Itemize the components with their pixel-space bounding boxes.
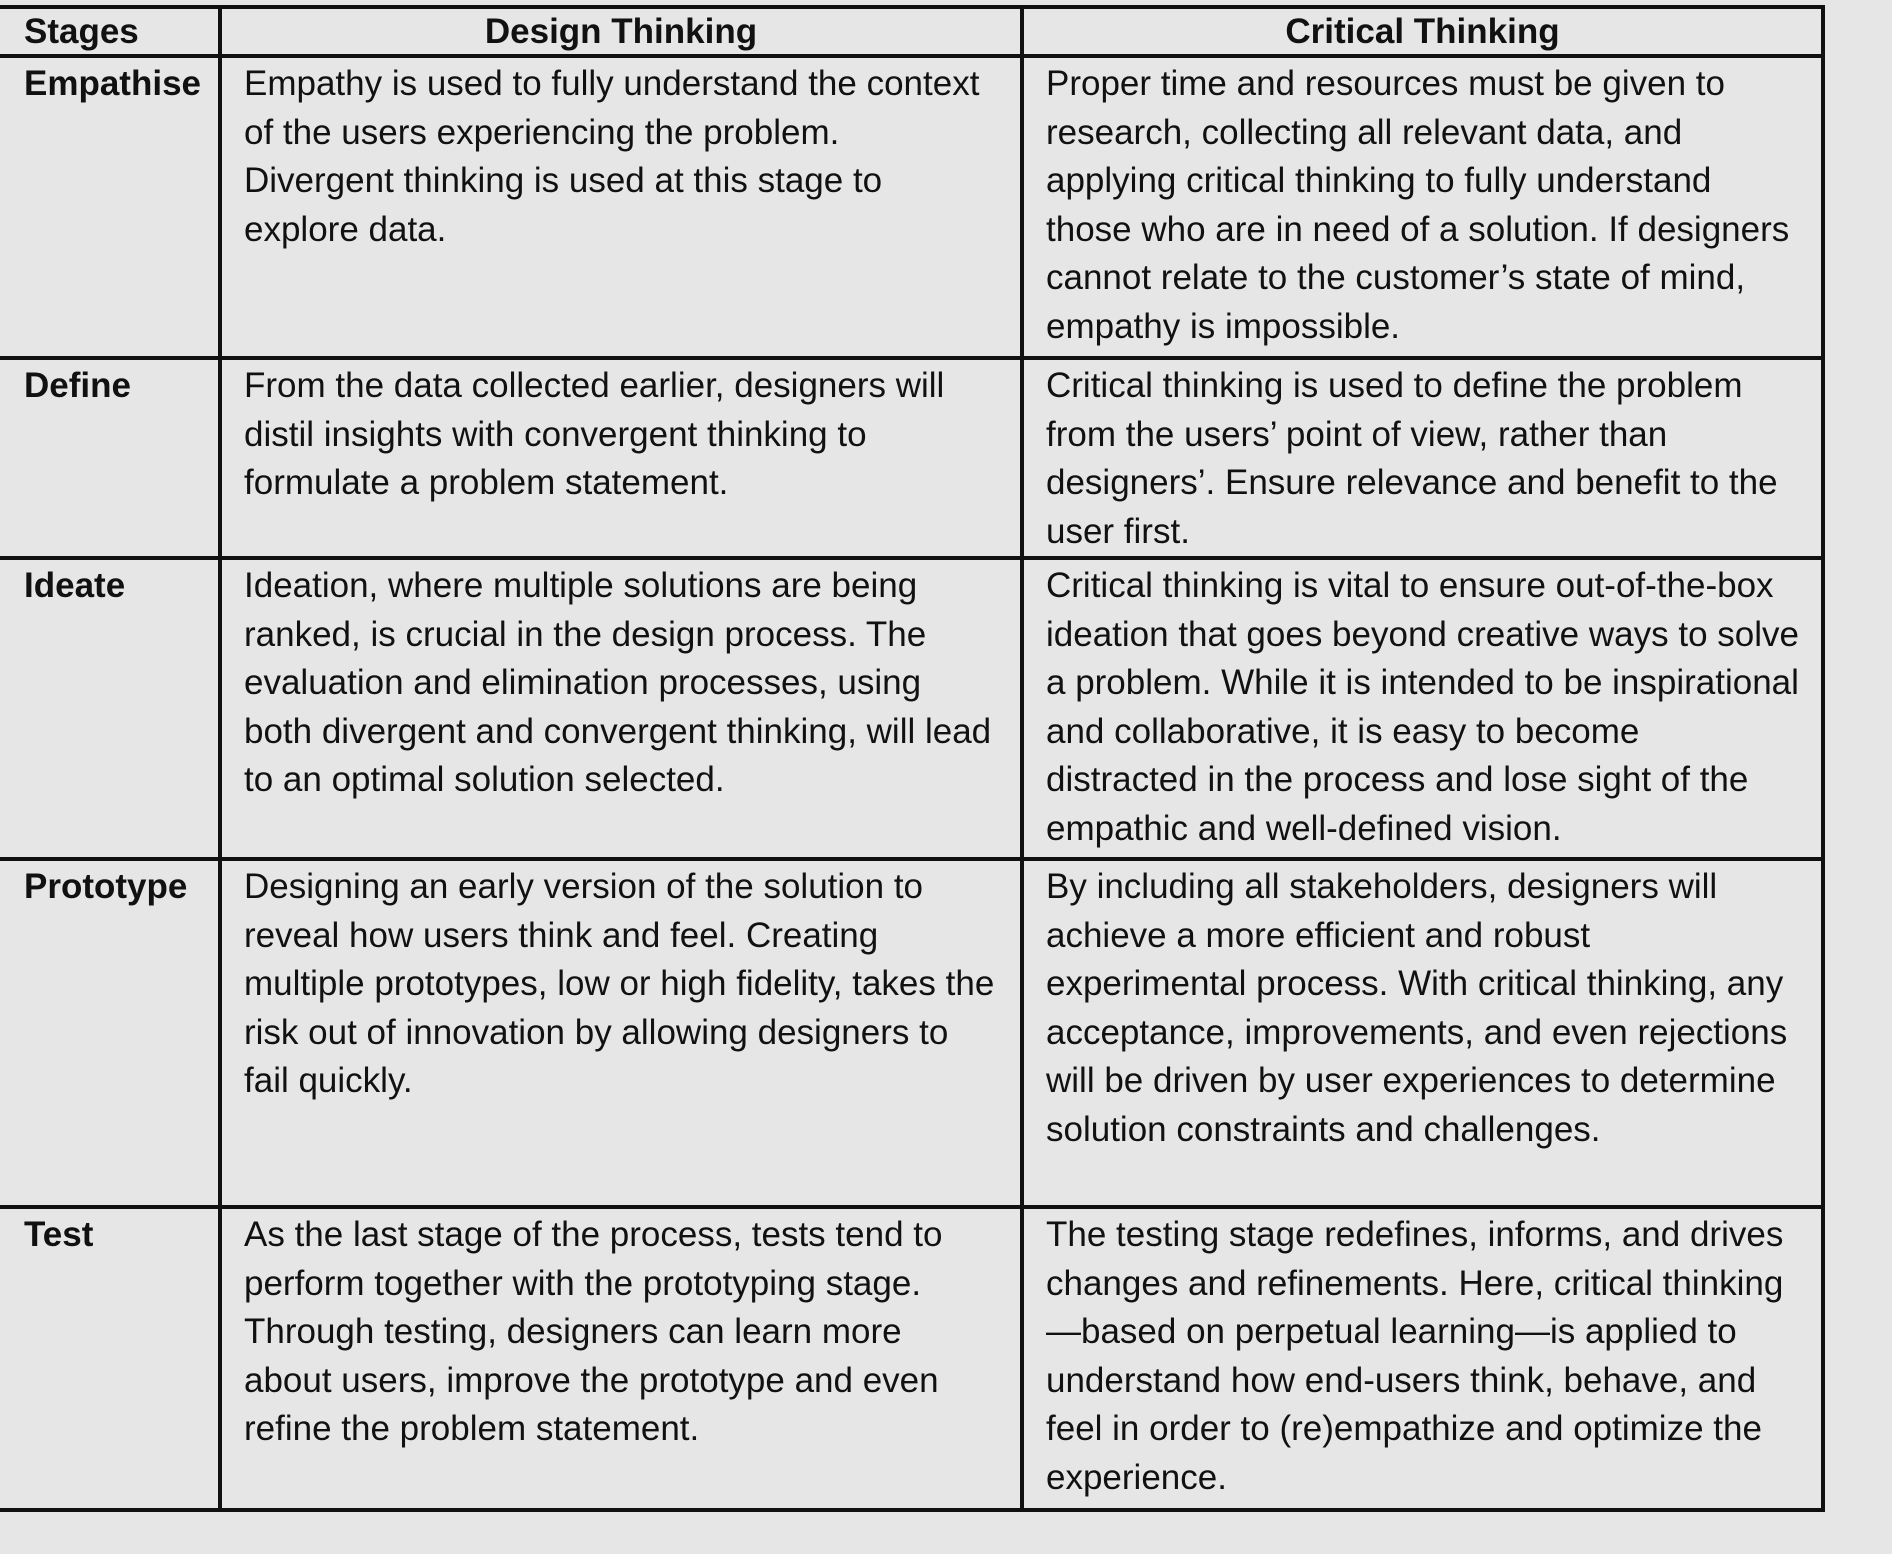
design-thinking-cell: Ideation, where multiple solutions are being ranked, is crucial in the design process. The evaluation and elimination processes, using both divergent and convergent thinking, will lead to an optimal solution selected. bbox=[220, 558, 1022, 859]
table-row-prototype bbox=[0, 859, 1823, 1207]
stage-name: Prototype bbox=[0, 859, 220, 1207]
header-stages: Stages bbox=[0, 7, 220, 56]
design-thinking-cell: Empathy is used to fully understand the context of the users experiencing the problem. Divergent thinking is used at this stage to explore data. bbox=[220, 56, 1022, 358]
stage-name: Test bbox=[0, 1207, 220, 1510]
stage-name: Ideate bbox=[0, 558, 220, 859]
table-row-empathise bbox=[0, 56, 1823, 358]
header-critical-thinking: Critical Thinking bbox=[1022, 7, 1823, 56]
critical-thinking-cell: Critical thinking is used to define the problem from the users’ point of view, rather than designers’. Ensure relevance and benefit to the user first. bbox=[1022, 358, 1823, 558]
critical-thinking-cell: Proper time and resources must be given to research, collecting all relevant data, and applying critical thinking to fully understand those who are in need of a solution. If designers cannot relate to the customer’s state of mind, empathy is impossible. bbox=[1022, 56, 1823, 358]
design-thinking-cell: From the data collected earlier, designers will distil insights with convergent thinking to formulate a problem statement. bbox=[220, 358, 1022, 558]
table-header bbox=[0, 7, 1823, 56]
stage-name: Define bbox=[0, 358, 220, 558]
table-row-ideate bbox=[0, 558, 1823, 859]
header-row bbox=[0, 7, 1823, 56]
header-design-thinking: Design Thinking bbox=[220, 7, 1022, 56]
stages-comparison-table bbox=[0, 5, 1825, 1512]
critical-thinking-cell: By including all stakeholders, designers will achieve a more efficient and robust experimental process. With critical thinking, any acceptance, improvements, and even rejections will be driven by user experiences to determine solution constraints and challenges. bbox=[1022, 859, 1823, 1207]
table-row-define bbox=[0, 358, 1823, 558]
design-thinking-cell: Designing an early version of the solution to reveal how users think and feel. Creating multiple prototypes, low or high fidelity, takes the risk out of innovation by allowing designers to fail quickly. bbox=[220, 859, 1022, 1207]
table-body bbox=[0, 56, 1823, 1510]
design-thinking-cell: As the last stage of the process, tests tend to perform together with the prototyping stage. Through testing, designers can learn more about users, improve the prototype and even refine the problem statement. bbox=[220, 1207, 1022, 1510]
critical-thinking-cell: The testing stage redefines, informs, and drives changes and refinements. Here, critical thinking—based on perpetual learning—is applied to understand how end-users think, behave, and feel in order to (re)empathize and optimize the experience. bbox=[1022, 1207, 1823, 1510]
stage-name: Empathise bbox=[0, 56, 220, 358]
table-row-test bbox=[0, 1207, 1823, 1510]
critical-thinking-cell: Critical thinking is vital to ensure out-of-the-box ideation that goes beyond creative ways to solve a problem. While it is intended to be inspirational and collaborative, it is easy to become distracted in the process and lose sight of the empathic and well-defined vision. bbox=[1022, 558, 1823, 859]
